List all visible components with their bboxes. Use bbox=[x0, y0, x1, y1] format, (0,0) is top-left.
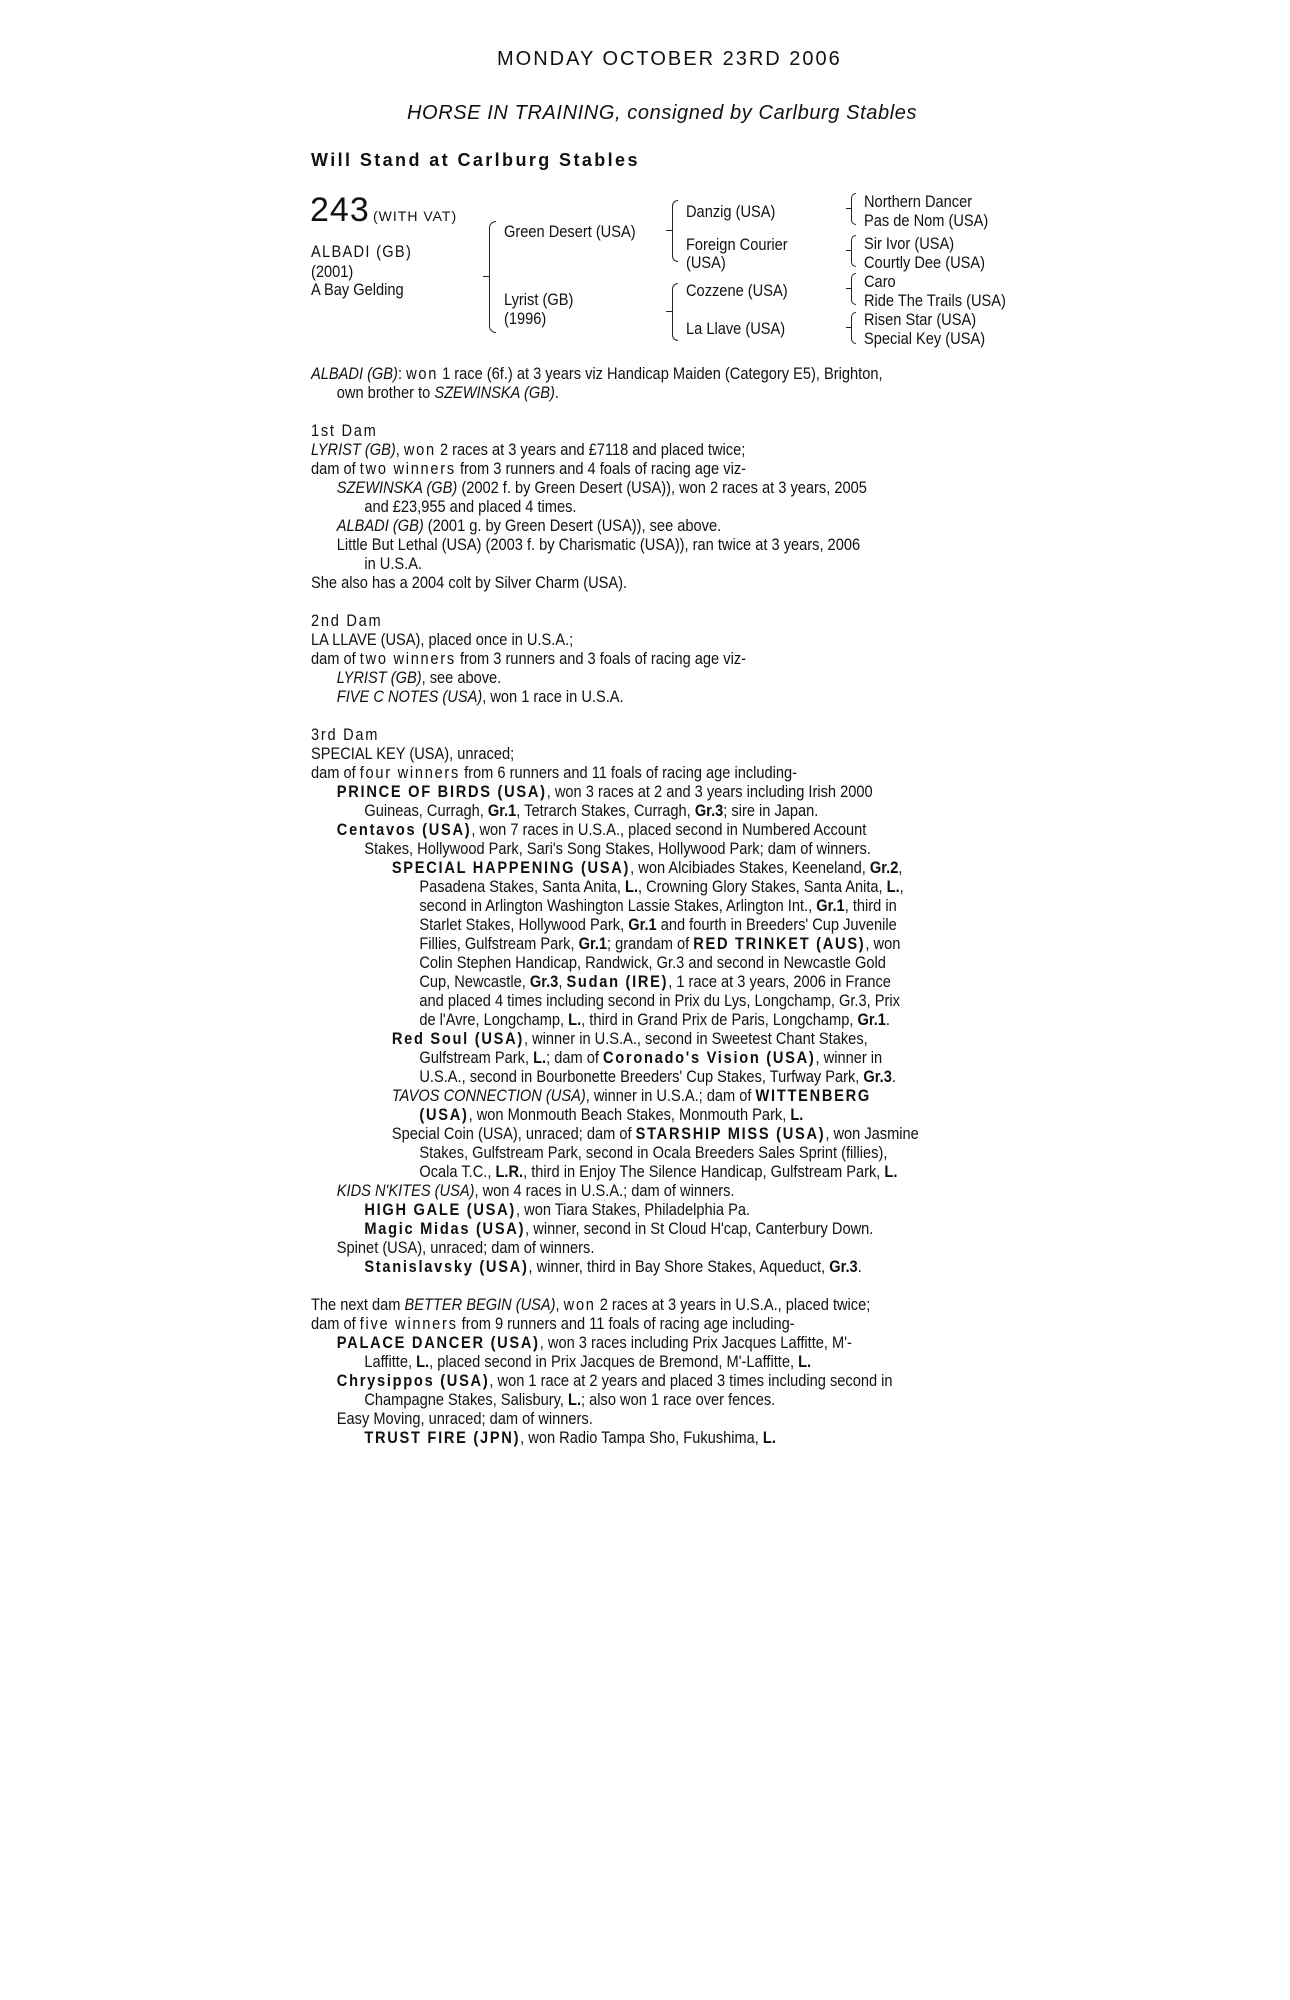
text: U.S.A., second in Bourbonette Breeders' Cup Stakes, Turfway Park, bbox=[419, 1067, 864, 1086]
pedigree-granddam-2: La Llave (USA) bbox=[686, 319, 786, 338]
text: (2002 f. by Green Desert (USA)), won 2 races at 3 years, 2005 bbox=[457, 478, 867, 497]
pedigree-grandsire-2b: (USA) bbox=[686, 253, 726, 272]
horse-ref: BETTER BEGIN (USA) bbox=[404, 1295, 556, 1314]
text: , won 1 race at 2 years and placed 3 times including second in bbox=[489, 1371, 893, 1390]
produce-line bbox=[311, 915, 990, 934]
text: dam of bbox=[311, 763, 360, 782]
text: 2 races at 3 years in U.S.A., placed twice; bbox=[595, 1295, 871, 1314]
pedigree-brace-g3-3-tip bbox=[846, 288, 852, 289]
text: won bbox=[406, 364, 439, 383]
produce-line bbox=[311, 1029, 990, 1048]
vat-label: (WITH VAT) bbox=[373, 208, 458, 224]
text: dam of bbox=[311, 459, 360, 478]
horse-ref: Coronado's Vision (USA) bbox=[602, 1048, 816, 1067]
third-dam-section bbox=[311, 725, 1101, 1276]
section-heading: 1st Dam bbox=[311, 421, 378, 440]
text: , bbox=[899, 877, 904, 896]
text: ; grandam of bbox=[607, 934, 694, 953]
text: L.R. bbox=[495, 1162, 524, 1181]
produce-line bbox=[311, 1257, 990, 1276]
produce-line: Little But Lethal (USA) (2003 f. by Charismatic (USA)), ran twice at 3 years, 2006 bbox=[336, 535, 861, 554]
text: Gr.3 bbox=[863, 1067, 892, 1086]
horse-ref: PALACE DANCER (USA) bbox=[336, 1333, 540, 1352]
first-dam-section bbox=[311, 421, 1101, 592]
pedigree-ggs-2: Pas de Nom (USA) bbox=[864, 211, 989, 230]
text: , won Radio Tampa Sho, Fukushima, bbox=[520, 1428, 763, 1447]
text: , bbox=[898, 858, 903, 877]
dam-line bbox=[311, 440, 990, 459]
text: dam of bbox=[311, 1314, 360, 1333]
pedigree-brace-g3-2 bbox=[851, 235, 856, 267]
produce-line bbox=[311, 896, 990, 915]
text: four winners bbox=[359, 763, 461, 782]
horse-ref: STARSHIP MISS (USA) bbox=[635, 1124, 826, 1143]
text: and fourth in Breeders' Cup Juvenile bbox=[656, 915, 897, 934]
text: , bbox=[555, 1295, 564, 1314]
text: , third in Enjoy The Silence Handicap, Gulfstream Park, bbox=[523, 1162, 885, 1181]
pedigree-brace-g3-4-tip bbox=[846, 327, 852, 328]
text: dam of bbox=[311, 649, 360, 668]
pedigree-sire: Green Desert (USA) bbox=[504, 222, 636, 241]
pedigree-grandsire-1: Danzig (USA) bbox=[686, 202, 776, 221]
horse-ref: SZEWINSKA (GB) bbox=[434, 383, 555, 402]
produce-line: Spinet (USA), unraced; dam of winners. bbox=[336, 1238, 595, 1257]
horse-ref: Chrysippos (USA) bbox=[336, 1371, 490, 1390]
dam-line bbox=[311, 459, 990, 478]
horse-ref: SZEWINSKA (GB) bbox=[336, 478, 458, 497]
section-heading: 3rd Dam bbox=[311, 725, 380, 744]
text: from 3 runners and 4 foals of racing age viz- bbox=[455, 459, 746, 478]
text: Gr.2 bbox=[869, 858, 899, 877]
produce-line: and placed 4 times including second in Prix du Lys, Longchamp, Gr.3, Prix bbox=[419, 991, 900, 1010]
produce-line: in U.S.A. bbox=[364, 554, 423, 573]
text: , won Tiara Stakes, Philadelphia Pa. bbox=[516, 1200, 751, 1219]
produce-line bbox=[311, 1333, 990, 1352]
produce-line bbox=[311, 934, 990, 953]
horse-name: ALBADI (GB) bbox=[311, 242, 413, 261]
text: , won 1 race in U.S.A. bbox=[482, 687, 624, 706]
text: ; sire in Japan. bbox=[723, 801, 819, 820]
horse-ref: Red Soul (USA) bbox=[391, 1029, 524, 1048]
produce-line bbox=[311, 972, 990, 991]
produce-line bbox=[311, 820, 990, 839]
text: , bbox=[395, 440, 404, 459]
text: Starlet Stakes, Hollywood Park, bbox=[419, 915, 629, 934]
pedigree-ggd-4: Special Key (USA) bbox=[864, 329, 986, 348]
text: . bbox=[857, 1257, 862, 1276]
text: : bbox=[397, 364, 407, 383]
produce-line: Stakes, Gulfstream Park, second in Ocala Breeders Sales Sprint (fillies), bbox=[419, 1143, 888, 1162]
text: , winner in U.S.A., second in Sweetest Chant Stakes, bbox=[523, 1029, 868, 1048]
text: , winner in bbox=[815, 1048, 883, 1067]
produce-line: and £23,955 and placed 4 times. bbox=[364, 497, 577, 516]
dam-line bbox=[311, 763, 990, 782]
text: 1 race (6f.) at 3 years viz Handicap Maiden (Category E5), Brighton, bbox=[438, 364, 883, 383]
produce-line bbox=[311, 1048, 990, 1067]
pedigree-dam-year: (1996) bbox=[504, 309, 547, 328]
produce-line bbox=[311, 1371, 990, 1390]
pedigree-ggs-1: Northern Dancer bbox=[864, 192, 973, 211]
text: , won 3 races at 2 and 3 years including Irish 2000 bbox=[546, 782, 873, 801]
dam-line bbox=[311, 1295, 990, 1314]
produce-line bbox=[311, 1200, 990, 1219]
text: (2001 g. by Green Desert (USA)), see above. bbox=[423, 516, 722, 535]
text: L. bbox=[416, 1352, 430, 1371]
text: 2 races at 3 years and £7118 and placed twice; bbox=[435, 440, 746, 459]
horse-ref: PRINCE OF BIRDS (USA) bbox=[336, 782, 547, 801]
produce-line bbox=[311, 877, 990, 896]
horse-year: (2001) bbox=[311, 262, 354, 281]
horse-description: A Bay Gelding bbox=[311, 280, 404, 299]
text: , won bbox=[865, 934, 901, 953]
text: L. bbox=[798, 1352, 812, 1371]
text: , placed second in Prix Jacques de Bremond, M'-Laffitte, bbox=[429, 1352, 799, 1371]
text: Gr.1 bbox=[816, 896, 845, 915]
next-dam-section bbox=[311, 1295, 1101, 1447]
pedigree-brace-dam-tip bbox=[666, 311, 672, 312]
pedigree-ggd-1: Caro bbox=[864, 272, 896, 291]
text: L. bbox=[568, 1390, 582, 1409]
produce-line bbox=[311, 1162, 990, 1181]
text: , third in Grand Prix de Paris, Longchamp, bbox=[581, 1010, 858, 1029]
consignment-line: HORSE IN TRAINING, consigned by Carlburg Stables bbox=[407, 102, 918, 124]
race-record-line bbox=[311, 383, 990, 402]
section-heading: 2nd Dam bbox=[311, 611, 383, 630]
text: , won Monmouth Beach Stakes, Monmouth Park, bbox=[468, 1105, 791, 1124]
produce-line bbox=[311, 1067, 990, 1086]
lot-number: 243 bbox=[310, 191, 370, 229]
produce-line bbox=[311, 1010, 990, 1029]
pedigree-brace-sire-tip bbox=[666, 230, 672, 231]
produce-line bbox=[311, 1124, 990, 1143]
text: , see above. bbox=[421, 668, 502, 687]
stand-line: Will Stand at Carlburg Stables bbox=[311, 150, 640, 170]
pedigree-ggd-2: Ride The Trails (USA) bbox=[864, 291, 1006, 310]
text: . bbox=[554, 383, 559, 402]
race-record bbox=[311, 364, 1101, 402]
text: Gr.1 bbox=[578, 934, 608, 953]
pedigree-brace-g3-4 bbox=[851, 312, 856, 344]
text: Laffitte, bbox=[364, 1352, 417, 1371]
horse-ref: TRUST FIRE (JPN) bbox=[364, 1428, 521, 1447]
text: , bbox=[558, 972, 567, 991]
text: , winner, second in St Cloud H'cap, Canterbury Down. bbox=[525, 1219, 874, 1238]
produce-line bbox=[311, 1105, 990, 1124]
produce-line bbox=[311, 1086, 990, 1105]
dam-line bbox=[311, 649, 990, 668]
produce-line bbox=[311, 668, 990, 687]
text: L. bbox=[886, 877, 900, 896]
pedigree-ggs-3: Sir Ivor (USA) bbox=[864, 234, 955, 253]
produce-line bbox=[311, 1428, 990, 1447]
produce-line bbox=[311, 1352, 990, 1371]
produce-line bbox=[311, 1390, 990, 1409]
produce-line bbox=[311, 687, 990, 706]
text: Pasadena Stakes, Santa Anita, bbox=[419, 877, 626, 896]
produce-line: Colin Stephen Handicap, Randwick, Gr.3 and second in Newcastle Gold bbox=[419, 953, 886, 972]
horse-ref: SPECIAL HAPPENING (USA) bbox=[391, 858, 631, 877]
text: Gr.1 bbox=[487, 801, 517, 820]
text: , won 7 races in U.S.A., placed second in Numbered Account bbox=[471, 820, 867, 839]
text: L. bbox=[625, 877, 639, 896]
text: second in Arlington Washington Lassie Stakes, Arlington Int., bbox=[419, 896, 817, 915]
text: Gr.3 bbox=[694, 801, 724, 820]
sale-date: MONDAY OCTOBER 23RD 2006 bbox=[497, 48, 842, 70]
text: from 6 runners and 11 foals of racing age including- bbox=[460, 763, 798, 782]
horse-ref: ALBADI (GB) bbox=[336, 516, 424, 535]
race-record-line bbox=[311, 364, 990, 383]
produce-line bbox=[311, 858, 990, 877]
horse-ref: Centavos (USA) bbox=[336, 820, 472, 839]
text: Champagne Stakes, Salisbury, bbox=[364, 1390, 569, 1409]
pedigree-brace-g3-2-tip bbox=[846, 250, 852, 251]
produce-line: Easy Moving, unraced; dam of winners. bbox=[336, 1409, 593, 1428]
text: won bbox=[403, 440, 436, 459]
text: Fillies, Gulfstream Park, bbox=[419, 934, 579, 953]
horse-ref: ALBADI (GB) bbox=[311, 364, 398, 383]
pedigree-brace-sire bbox=[672, 200, 678, 262]
text: L. bbox=[790, 1105, 804, 1124]
produce-line bbox=[311, 801, 990, 820]
text: , won 3 races including Prix Jacques Laffitte, M'- bbox=[539, 1333, 852, 1352]
horse-ref: Magic Midas (USA) bbox=[364, 1219, 526, 1238]
text: , won Jasmine bbox=[825, 1124, 919, 1143]
text: , third in bbox=[844, 896, 897, 915]
produce-line bbox=[311, 1181, 990, 1200]
pedigree-brace-main bbox=[489, 221, 496, 333]
dam-line: SPECIAL KEY (USA), unraced; bbox=[311, 744, 515, 763]
text: , 1 race at 3 years, 2006 in France bbox=[668, 972, 891, 991]
text: ; also won 1 race over fences. bbox=[581, 1390, 776, 1409]
horse-ref: LYRIST (GB) bbox=[336, 668, 422, 687]
pedigree-dam: Lyrist (GB) bbox=[504, 290, 574, 309]
text: five winners bbox=[359, 1314, 458, 1333]
text: , won Alcibiades Stakes, Keeneland, bbox=[630, 858, 870, 877]
text: Gr.3 bbox=[529, 972, 559, 991]
text: Gulfstream Park, bbox=[419, 1048, 534, 1067]
text: won bbox=[563, 1295, 596, 1314]
text: two winners bbox=[359, 649, 456, 668]
produce-line bbox=[311, 478, 990, 497]
pedigree-granddam-1: Cozzene (USA) bbox=[686, 281, 788, 300]
second-dam-section bbox=[311, 611, 1101, 706]
dam-line: LA LLAVE (USA), placed once in U.S.A.; bbox=[311, 630, 574, 649]
text: Gr.3 bbox=[829, 1257, 858, 1276]
text: L. bbox=[533, 1048, 547, 1067]
text: , Tetrarch Stakes, Curragh, bbox=[516, 801, 695, 820]
horse-ref: HIGH GALE (USA) bbox=[364, 1200, 517, 1219]
horse-ref: Sudan (IRE) bbox=[566, 972, 669, 991]
pedigree-brace-main-tip bbox=[483, 276, 489, 277]
pedigree-ggd-3: Risen Star (USA) bbox=[864, 310, 977, 329]
text: . bbox=[891, 1067, 896, 1086]
text: Special Coin (USA), unraced; dam of bbox=[391, 1124, 636, 1143]
text: own brother to bbox=[336, 383, 435, 402]
text: Guineas, Curragh, bbox=[364, 801, 488, 820]
horse-ref: KIDS N'KITES (USA) bbox=[336, 1181, 475, 1200]
horse-ref: (USA) bbox=[419, 1105, 469, 1124]
text: de l'Avre, Longchamp, bbox=[419, 1010, 569, 1029]
horse-ref: RED TRINKET (AUS) bbox=[693, 934, 866, 953]
horse-ref: LYRIST (GB) bbox=[311, 440, 396, 459]
catalogue-body bbox=[311, 364, 1101, 1447]
text: from 3 runners and 3 foals of racing age viz- bbox=[455, 649, 746, 668]
horse-ref: TAVOS CONNECTION (USA) bbox=[391, 1086, 586, 1105]
text: Ocala T.C., bbox=[419, 1162, 496, 1181]
text: Gr.1 bbox=[857, 1010, 886, 1029]
produce-line: Stakes, Hollywood Park, Sari's Song Stakes, Hollywood Park; dam of winners. bbox=[364, 839, 871, 858]
text: , winner in U.S.A.; dam of bbox=[585, 1086, 756, 1105]
pedigree-brace-g3-1 bbox=[851, 193, 856, 225]
text: L. bbox=[568, 1010, 582, 1029]
text: L. bbox=[884, 1162, 898, 1181]
text: The next dam bbox=[311, 1295, 405, 1314]
pedigree-brace-g3-1-tip bbox=[846, 208, 852, 209]
text: L. bbox=[762, 1428, 776, 1447]
pedigree-ggs-4: Courtly Dee (USA) bbox=[864, 253, 986, 272]
text: , Crowning Glory Stakes, Santa Anita, bbox=[638, 877, 887, 896]
pedigree-brace-g3-3 bbox=[851, 273, 856, 305]
text: Gr.1 bbox=[628, 915, 657, 934]
text: from 9 runners and 11 foals of racing age including- bbox=[457, 1314, 795, 1333]
text: Cup, Newcastle, bbox=[419, 972, 530, 991]
produce-line: She also has a 2004 colt by Silver Charm (USA). bbox=[311, 573, 628, 592]
text: , winner, third in Bay Shore Stakes, Aqueduct, bbox=[528, 1257, 830, 1276]
produce-line bbox=[311, 782, 990, 801]
horse-ref: WITTENBERG bbox=[755, 1086, 872, 1105]
pedigree-grandsire-2: Foreign Courier bbox=[686, 235, 788, 254]
text: ; dam of bbox=[546, 1048, 603, 1067]
text: . bbox=[885, 1010, 890, 1029]
horse-ref: FIVE C NOTES (USA) bbox=[336, 687, 483, 706]
produce-line bbox=[311, 516, 990, 535]
dam-line bbox=[311, 1314, 990, 1333]
text: , won 4 races in U.S.A.; dam of winners. bbox=[474, 1181, 735, 1200]
produce-line bbox=[311, 1219, 990, 1238]
pedigree-brace-dam bbox=[672, 283, 678, 341]
text: two winners bbox=[359, 459, 456, 478]
horse-ref: Stanislavsky (USA) bbox=[364, 1257, 529, 1276]
